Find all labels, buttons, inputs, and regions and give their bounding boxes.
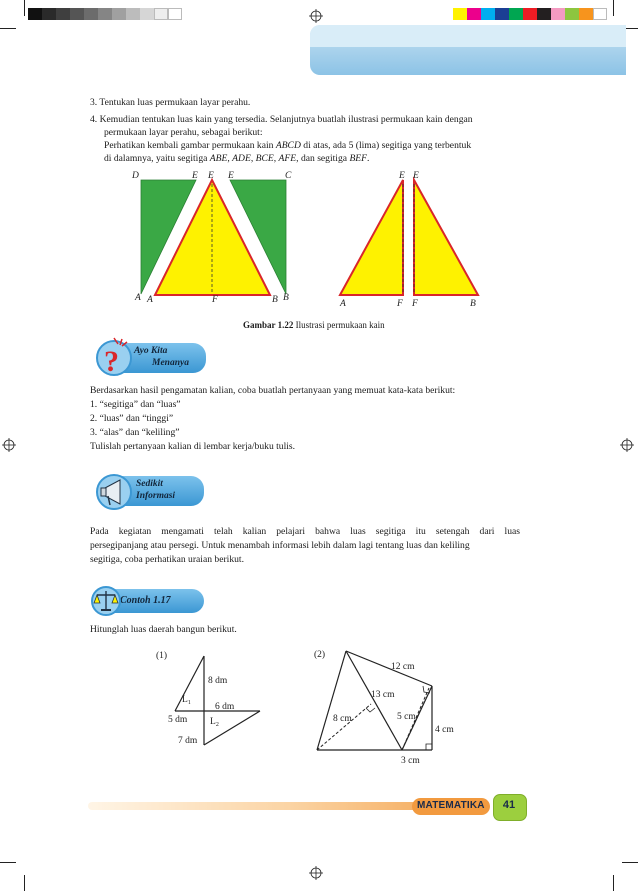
label-A-right: A xyxy=(340,299,346,309)
label-F: F xyxy=(212,295,218,305)
fig1-label-6dm: 6 dm xyxy=(215,702,235,712)
svg-text:?: ? xyxy=(104,345,119,378)
fig2-number: (2) xyxy=(314,650,326,660)
label-F-right-1: F xyxy=(397,299,403,309)
fig1-number: (1) xyxy=(156,651,168,661)
fig2-label-12cm: 12 cm xyxy=(391,662,415,672)
fig1-label-8dm: 8 dm xyxy=(208,676,228,686)
fig1-label-7dm: 7 dm xyxy=(178,736,198,746)
contoh-instruction: Hitunglah luas daerah bangun berikut. xyxy=(90,624,237,635)
fig2-label-3cm: 3 cm xyxy=(401,756,420,766)
fig2-label-13cm: 13 cm xyxy=(371,690,395,700)
fig2-label-4cm: 4 cm xyxy=(435,725,454,735)
list-item-4-line2: permukaan layar perahu, sebagai berikut: xyxy=(104,127,263,138)
list-item-4-line1: 4. Kemudian tentukan luas kain yang tersedia. Selanjutnya buatlah ilustrasi permukaan kain dengan xyxy=(90,114,473,125)
ayo-kita-menanya-label: Ayo Kita Menanya xyxy=(114,343,206,373)
ayo-list-item-1: 1. “segitiga” dan “luas” xyxy=(90,399,181,410)
page-number: 41 xyxy=(502,799,516,811)
figure-caption: Gambar 1.22 Ilustrasi permukaan kain xyxy=(243,320,385,330)
list-item-4-line4: di dalamnya, yaitu segitiga ABE, ADE, BCE, AFE, dan segitiga BEF. xyxy=(104,153,370,164)
label-F-right-2: F xyxy=(412,299,418,309)
info-para-line1: Pada kegiatan mengamati telah kalian pelajari bahwa luas segitiga itu setengah dari luas xyxy=(90,526,520,537)
contoh-label: Contoh 1.17 xyxy=(108,589,204,613)
ayo-closing: Tulislah pertanyaan kalian di lembar kerja/buku tulis. xyxy=(90,441,296,452)
label-E-right-2: E xyxy=(413,171,419,181)
label-D: D xyxy=(132,171,139,181)
sedikit-informasi-label: Sedikit Informasi xyxy=(114,476,204,506)
label-C: C xyxy=(285,171,292,181)
label-E-1: E xyxy=(192,171,198,181)
label-B-right: B xyxy=(470,299,476,309)
label-E-2: E xyxy=(208,171,214,181)
label-A-2: A xyxy=(147,295,153,305)
label-B-1: B xyxy=(272,295,278,305)
label-B-2: B xyxy=(283,293,289,303)
fig2-label-8cm: 8 cm xyxy=(333,714,352,724)
fig1-label-L2: $L_2$ xyxy=(210,717,219,728)
ayo-list-item-3: 3. “alas” dan “keliling” xyxy=(90,427,180,438)
ayo-intro: Berdasarkan hasil pengamatan kalian, coba buatlah pertanyaan yang memuat kata-kata berikut: xyxy=(90,385,456,396)
info-para-line2: persegipanjang atau persegi. Untuk menambah informasi lebih dalam lagi tentang luas dan keliling xyxy=(90,540,470,551)
list-item-3: 3. Tentukan luas permukaan layar perahu. xyxy=(90,97,251,108)
fig1-label-5dm: 5 dm xyxy=(168,715,188,725)
fig1-label-L1: $L_1$ xyxy=(182,695,191,706)
fig2-label-5cm: 5 cm xyxy=(397,712,416,722)
list-item-4-line3: Perhatikan kembali gambar permukaan kain ABCD di atas, ada 5 (lima) segitiga yang terbentuk xyxy=(104,140,472,151)
footer-subject: MATEMATIKA xyxy=(417,800,485,811)
label-A-1: A xyxy=(135,293,141,303)
ayo-list-item-2: 2. “luas” dan “tinggi” xyxy=(90,413,174,424)
label-E-right-1: E xyxy=(399,171,405,181)
label-E-3: E xyxy=(228,171,234,181)
info-para-line3: segitiga, coba perhatikan uraian berikut. xyxy=(90,554,244,565)
